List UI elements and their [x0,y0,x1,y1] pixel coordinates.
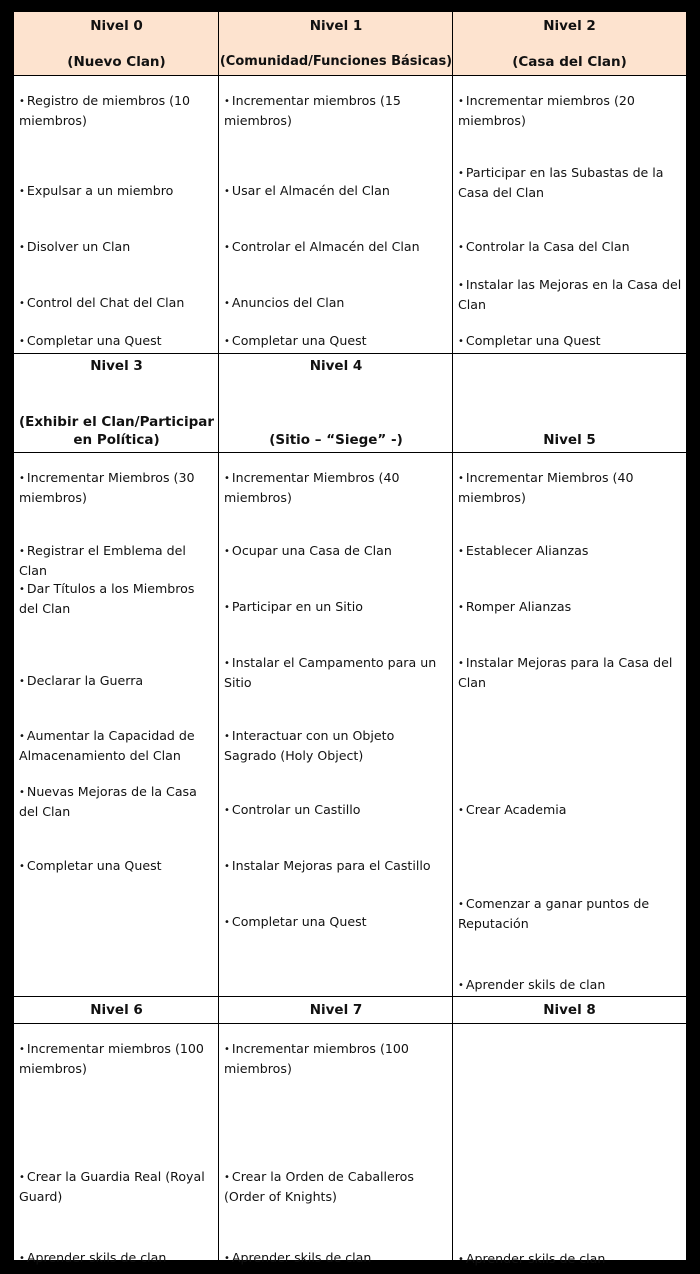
nivel-subtitle: (Comunidad/Funciones Básicas) [219,54,453,69]
header-nivel-3 [14,354,219,453]
feature-item: • Aprender skils de clan [458,976,682,996]
feature-item: • Instalar Mejoras para el Castillo [224,857,449,877]
cell-nivel-4 [219,453,453,996]
feature-item: • Declarar la Guerra [19,672,215,692]
column-divider [218,12,219,1260]
cell-nivel-1 [219,76,453,353]
feature-item: • Completar una Quest [224,332,449,352]
header-nivel-2 [453,12,686,76]
feature-item: • Aprender skils de clan [458,1250,682,1270]
nivel-subtitle: (Exhibir el Clan/Participar en Política) [18,414,215,448]
feature-item: • Establecer Alianzas [458,542,682,562]
feature-item: • Controlar un Castillo [224,801,449,821]
header-nivel-4 [219,354,453,453]
feature-item: • Aprender skils de clan [224,1249,449,1269]
feature-item: • Incrementar miembros (15 miembros) [224,92,449,130]
feature-item: • Aumentar la Capacidad de Almacenamiento del Clan [19,727,215,765]
header-nivel-6 [14,997,219,1024]
cell-nivel-2 [453,76,686,353]
nivel-title: Nivel 5 [543,432,596,448]
nivel-title: Nivel 8 [543,1002,596,1018]
feature-item: • Interactuar con un Objeto Sagrado (Holy Object) [224,727,449,765]
cell-nivel-8 [453,1024,686,1266]
feature-item: • Completar una Quest [458,332,682,352]
feature-item: • Aprender skils de clan [19,1249,215,1269]
feature-item: • Anuncios del Clan [224,294,449,314]
feature-item: • Participar en las Subastas de la Casa del Clan [458,164,682,202]
feature-item: • Crear la Guardia Real (Royal Guard) [19,1168,215,1206]
feature-item: • Crear Academia [458,801,682,821]
header-nivel-1 [219,12,453,76]
feature-item: • Completar una Quest [19,857,215,877]
feature-item: • Controlar el Almacén del Clan [224,238,449,258]
feature-item: • Participar en un Sitio [224,598,449,618]
feature-item: • Controlar la Casa del Clan [458,238,682,258]
feature-item: • Instalar las Mejoras en la Casa del Clan [458,276,682,314]
header-nivel-7 [219,997,453,1024]
nivel-title: Nivel 7 [309,1002,363,1018]
feature-item: • Registrar el Emblema del Clan [19,542,215,580]
header-nivel-5 [453,354,686,453]
feature-item: • Incrementar miembros (100 miembros) [224,1040,449,1078]
feature-item: • Crear la Orden de Caballeros (Order of Knights) [224,1168,449,1206]
nivel-title: Nivel 4 [309,358,363,374]
feature-item: • Dar Títulos a los Miembros del Clan [19,580,215,618]
nivel-title: Nivel 2 [543,18,596,34]
feature-item: • Incrementar Miembros (40 miembros) [224,469,449,507]
nivel-title: Nivel 6 [90,1002,143,1018]
feature-item: • Instalar el Campamento para un Sitio [224,654,449,692]
feature-item: • Incrementar Miembros (30 miembros) [19,469,215,507]
feature-item: • Registro de miembros (10 miembros) [19,92,215,130]
feature-item: • Comenzar a ganar puntos de Reputación [458,895,682,933]
feature-item: • Instalar Mejoras para la Casa del Clan [458,654,682,692]
column-divider [452,12,453,1260]
nivel-title: Nivel 0 [90,18,143,34]
feature-item: • Completar una Quest [224,913,449,933]
clan-levels-table [14,12,686,1266]
feature-item: • Incrementar miembros (100 miembros) [19,1040,215,1078]
nivel-subtitle: (Sitio – “Siege” -) [269,432,403,448]
feature-item: • Completar una Quest [19,332,215,352]
header-nivel-0 [14,12,219,76]
feature-item: • Nuevas Mejoras de la Casa del Clan [19,783,215,821]
cell-nivel-5 [453,453,686,996]
feature-item: • Ocupar una Casa de Clan [224,542,449,562]
feature-item: • Usar el Almacén del Clan [224,182,449,202]
feature-item: • Expulsar a un miembro [19,182,215,202]
feature-item: • Control del Chat del Clan [19,294,215,314]
nivel-subtitle: (Casa del Clan) [512,54,627,70]
cell-nivel-0 [14,76,219,353]
feature-item: • Incrementar Miembros (40 miembros) [458,469,682,507]
nivel-subtitle: (Nuevo Clan) [67,54,166,70]
cell-nivel-3 [14,453,219,996]
header-nivel-8 [453,997,686,1024]
feature-item: • Romper Alianzas [458,598,682,618]
cell-nivel-6 [14,1024,219,1265]
cell-nivel-7 [219,1024,453,1265]
feature-item: • Disolver un Clan [19,238,215,258]
nivel-title: Nivel 1 [309,18,363,34]
feature-item: • Incrementar miembros (20 miembros) [458,92,682,130]
nivel-title: Nivel 3 [90,358,143,374]
